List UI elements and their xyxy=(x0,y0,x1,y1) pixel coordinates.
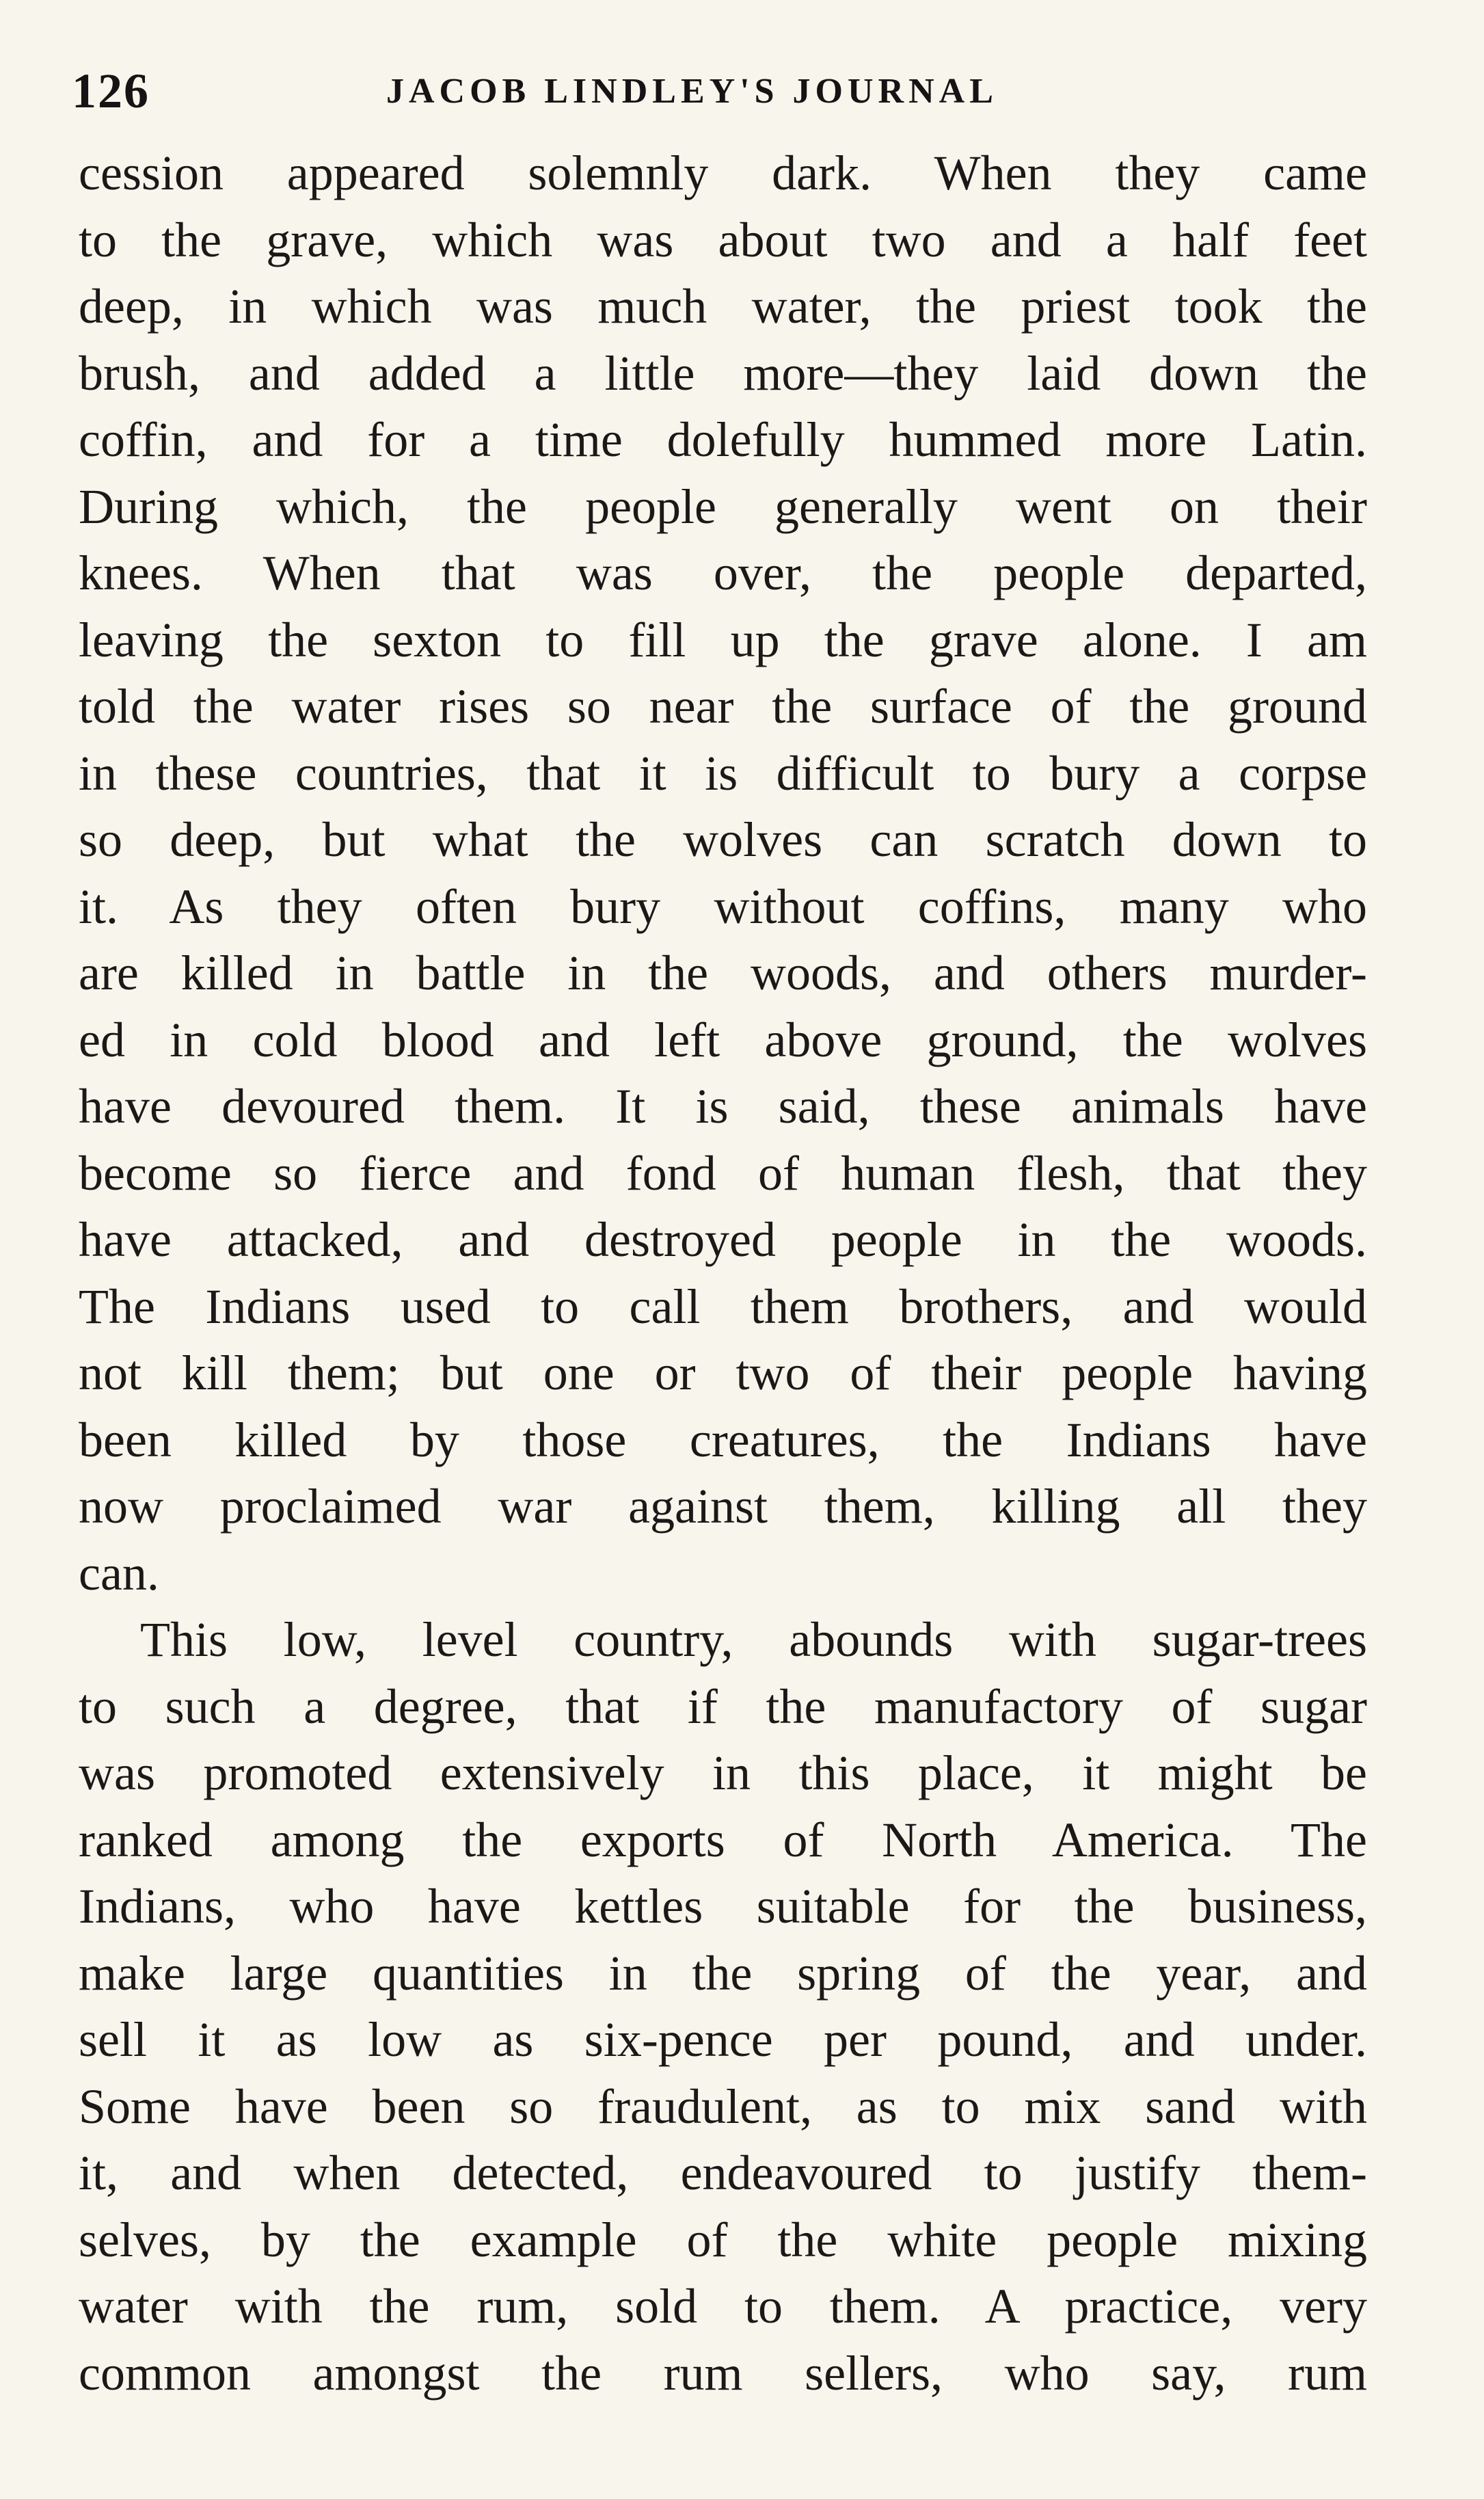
paragraph-2 xyxy=(79,1607,1367,2407)
text-line: been killed by those creatures, the Indians have xyxy=(79,1412,1367,1467)
text-line: so deep, but what the wolves can scratch down to xyxy=(79,812,1367,867)
text-line: to the grave, which was about two and a half feet xyxy=(79,212,1367,267)
text-line: The Indians used to call them brothers, and would xyxy=(79,1279,1367,1334)
text-line: coffin, and for a time dolefully hummed more Latin. xyxy=(79,412,1367,467)
text-line: During which, the people generally went on their xyxy=(79,479,1367,534)
text-line: cession appeared solemnly dark. When they came xyxy=(79,146,1367,200)
running-head: JACOB LINDLEY'S JOURNAL xyxy=(386,72,998,111)
text-line: was promoted extensively in this place, it might be xyxy=(79,1746,1367,1800)
text-line: not kill them; but one or two of their people having xyxy=(79,1346,1367,1400)
text-line: it. As they often bury without coffins, many who xyxy=(79,879,1367,934)
body-text xyxy=(79,140,1367,2407)
text-line: can. xyxy=(79,1545,159,1601)
text-line: common amongst the rum sellers, who say, rum xyxy=(79,2345,1367,2401)
text-line: make large quantities in the spring of the year, and xyxy=(79,1945,1367,2001)
text-line: selves, by the example of the white people mixing xyxy=(79,2212,1367,2267)
text-line: told the water rises so near the surface of the ground xyxy=(79,679,1367,734)
text-line: in these countries, that it is difficult to bury a corpse xyxy=(79,745,1367,801)
text-line: leaving the sexton to fill up the grave alone. I am xyxy=(79,612,1367,667)
text-line: become so fierce and fond of human flesh, that they xyxy=(79,1145,1367,1201)
text-line: This low, level country, abounds with sugar-trees xyxy=(140,1612,1367,1667)
text-line: sell it as low as six-pence per pound, and under. xyxy=(79,2012,1367,2067)
text-line: to such a degree, that if the manufactory of sugar xyxy=(79,1679,1367,1734)
text-line: ed in cold blood and left above ground, the wolves xyxy=(79,1012,1367,1067)
text-line: deep, in which was much water, the priest took the xyxy=(79,279,1367,334)
page-number: 126 xyxy=(72,64,150,118)
text-line: it, and when detected, endeavoured to justify them- xyxy=(79,2146,1367,2200)
text-line: now proclaimed war against them, killing all they xyxy=(79,1479,1367,1534)
text-line: are killed in battle in the woods, and others murder- xyxy=(79,946,1367,1000)
text-line: Indians, who have kettles suitable for the business, xyxy=(79,1879,1367,1934)
text-line: have devoured them. It is said, these animals have xyxy=(79,1079,1367,1134)
paragraph-1 xyxy=(79,140,1367,1607)
text-line: have attacked, and destroyed people in the woods. xyxy=(79,1212,1367,1267)
text-line: Some have been so fraudulent, as to mix sand with xyxy=(79,2079,1367,2134)
page-header xyxy=(72,63,1371,118)
text-line: water with the rum, sold to them. A practice, very xyxy=(79,2279,1367,2334)
text-line: brush, and added a little more—they laid down the xyxy=(79,345,1367,401)
text-line: ranked among the exports of North America. The xyxy=(79,1812,1367,1867)
text-line: knees. When that was over, the people departed, xyxy=(79,546,1367,600)
